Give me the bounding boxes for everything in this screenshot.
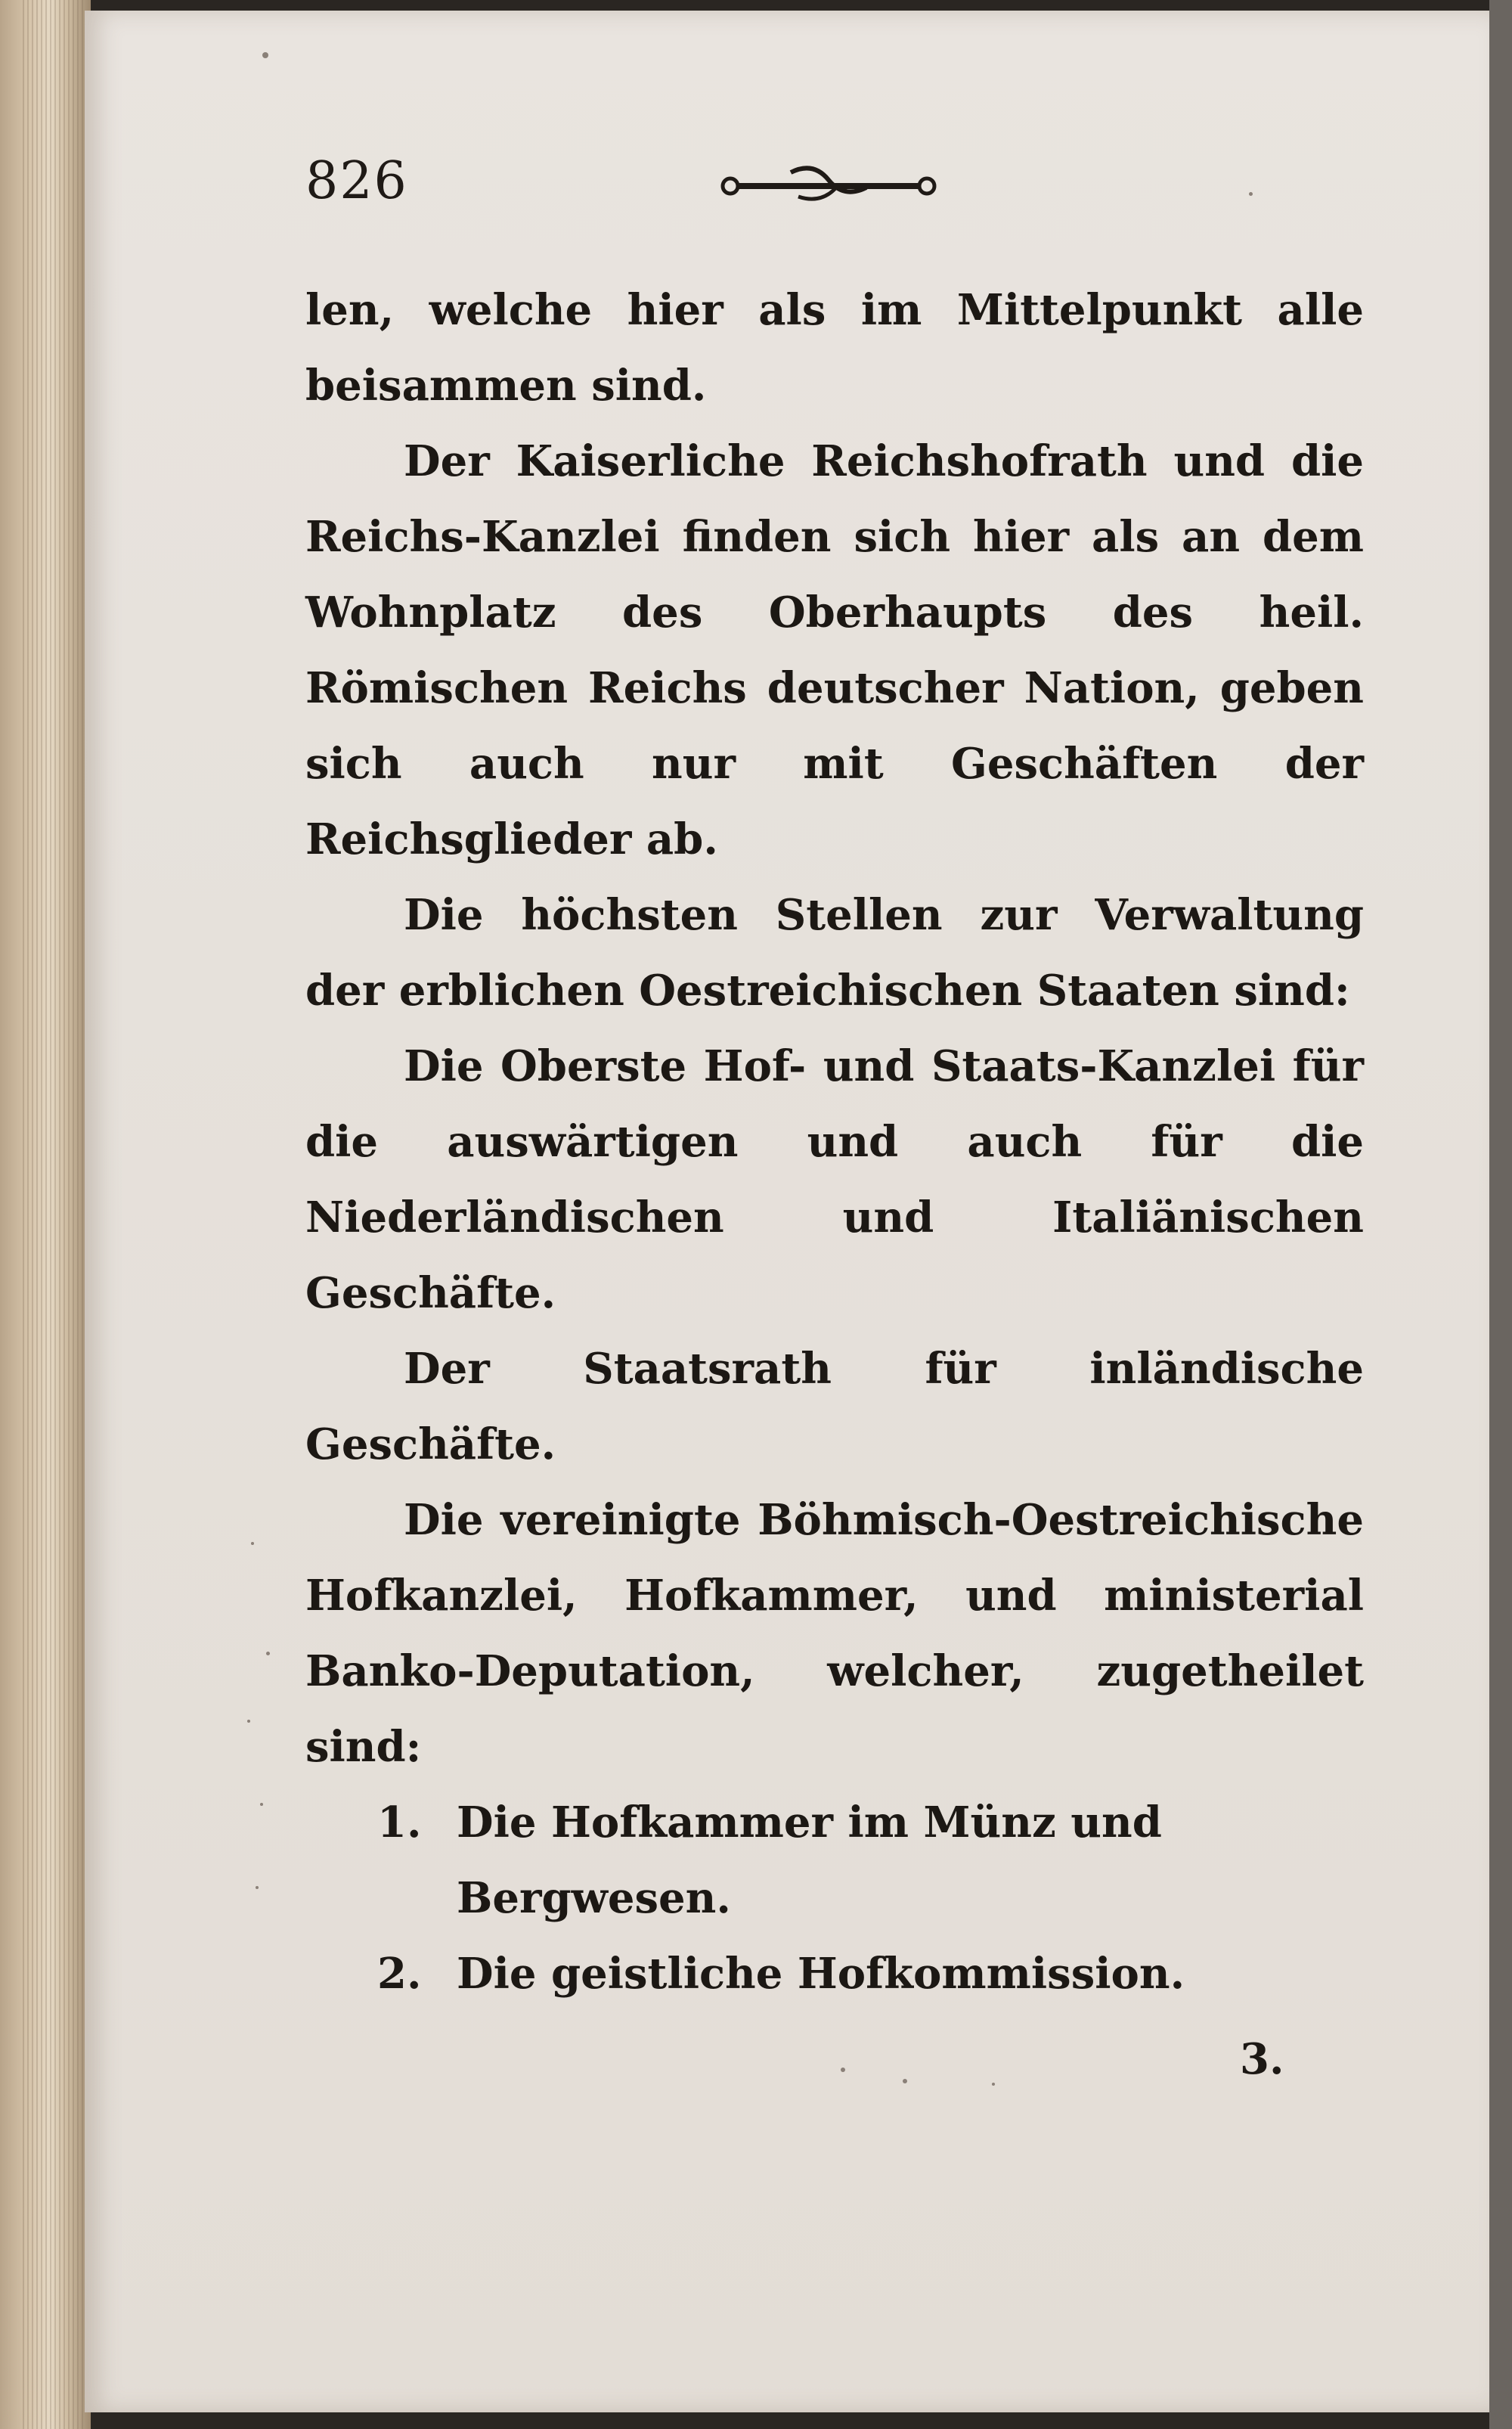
paragraph-staatskanzlei: Die Oberste Hof- und Staats-Kanzlei für die auswärtigen und auch für die Niederländischen und Italiänischen Geschäfte.	[305, 1041, 1364, 1318]
list-item	[305, 1785, 1364, 1936]
page-header	[305, 144, 1409, 227]
body-text	[305, 272, 1364, 2012]
decorative-rule-ornament-icon	[715, 157, 942, 210]
paragraph-hofkanzlei: Die vereinigte Böhmisch-Oestreichische Hofkanzlei, Hofkammer, und ministerial Banko-Deputation, welcher, zugetheilet sind:	[305, 1495, 1364, 1772]
page-stack-edges	[23, 0, 83, 2429]
scan-background-edge	[1489, 0, 1512, 2429]
paragraph-continuation: len, welche hier als im Mittelpunkt alle beisammen sind.	[305, 285, 1364, 411]
catchword: 3.	[1240, 2034, 1284, 2084]
paragraph-hoechste-stellen: Die höchsten Stellen zur Verwaltung der erblichen Oestreichischen Staaten sind:	[305, 890, 1364, 1016]
list-item-number: 1.	[377, 1798, 422, 1847]
list-item	[305, 1936, 1364, 2012]
page-number: 826	[305, 151, 408, 211]
list-item-text: Die Hofkammer im Münz und Bergwesen.	[457, 1798, 1162, 1923]
paragraph-reichshofrath: Der Kaiserliche Reichshofrath und die Reichs-Kanzlei finden sich hier als an dem Wohnplatz des Oberhaupts des heil. Römischen Reichs deutscher Nation, geben sich auch nur mit Geschäften der Reichsglieder ab.	[305, 436, 1364, 864]
list-item-number: 2.	[377, 1949, 422, 1999]
list-item-text: Die geistliche Hofkommission.	[457, 1949, 1185, 1999]
paragraph-staatsrath: Der Staatsrath für inländische Geschäfte.	[305, 1344, 1364, 1469]
